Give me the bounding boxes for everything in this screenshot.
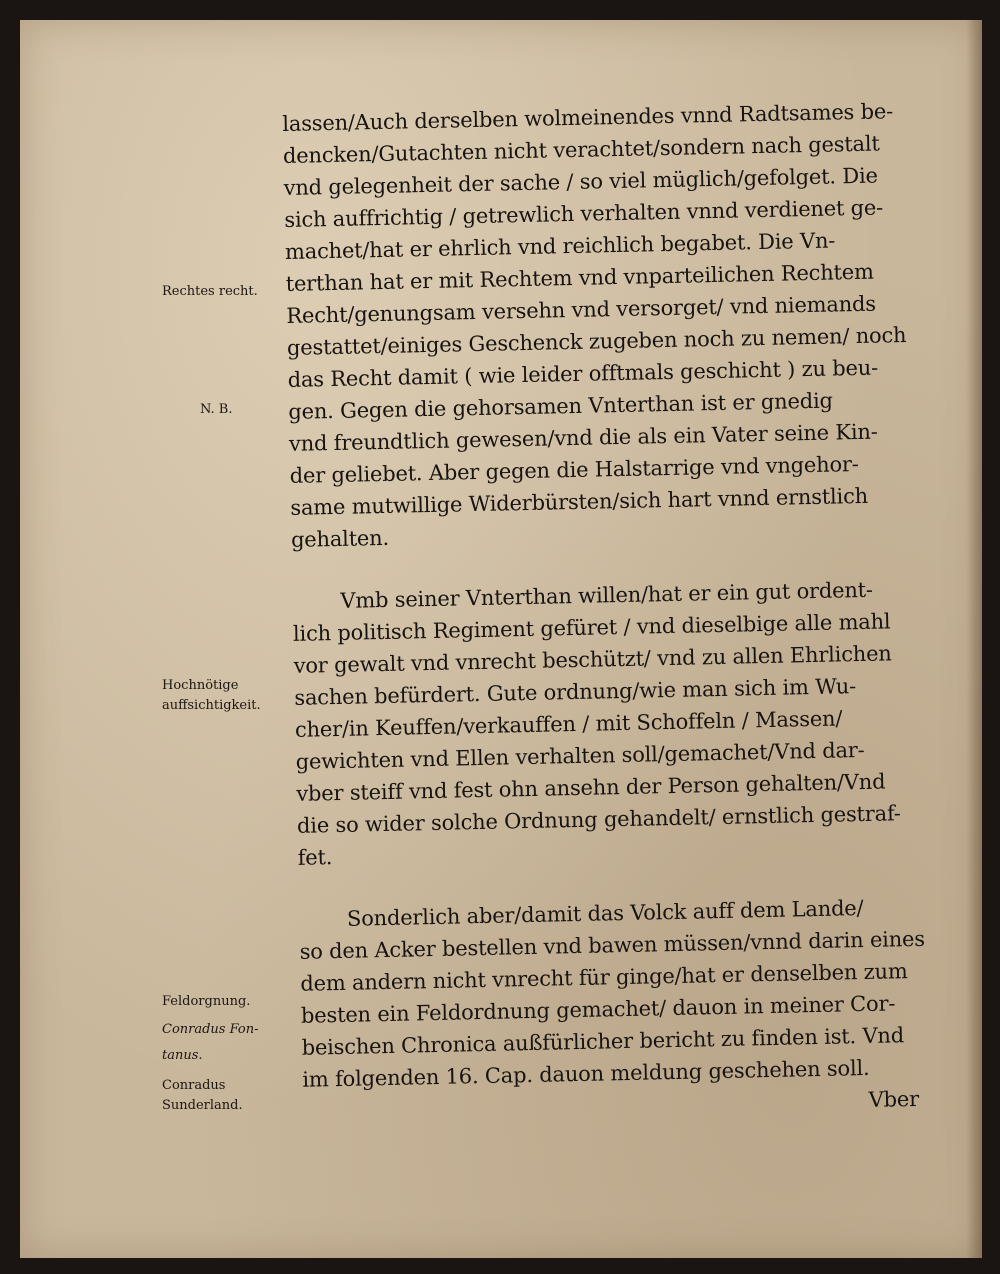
text-line: gehalten. <box>290 525 390 552</box>
text-line: der geliebet. Aber gegen die Halstarrige vnd vngehor- <box>289 452 859 488</box>
margin-note-line: auffsichtigkeit. <box>162 698 261 713</box>
margin-note-line: Conradus <box>162 1078 226 1093</box>
text-line: im folgenden 16. Cap. dauon meldung geschehen soll. <box>302 1055 870 1092</box>
text-line: lich politisch Regiment gefüret / vnd dieselbige alle mahl <box>292 609 891 646</box>
text-line: so den Acker bestellen vnd bawen müssen/vnnd darin eines <box>299 926 926 964</box>
text-line: dem andern nicht vnrecht für ginge/hat er denselben zum <box>300 959 908 996</box>
margin-note-rechtes: Rechtes recht. <box>162 284 258 299</box>
margin-note-conradus-fontanus <box>162 1020 259 1066</box>
book-page <box>20 20 982 1258</box>
text-line: vnd gelegenheit der sache / so viel müglich/gefolget. Die <box>283 163 878 200</box>
margin-note-hochnoetige <box>162 676 261 716</box>
text-line: vber steiff vnd fest ohn ansehn der Person gehalten/Vnd <box>296 769 886 806</box>
page-edge-shadow <box>966 20 982 1258</box>
text-line: sachen befürdert. Gute ordnung/wie man sich im Wu- <box>294 674 857 710</box>
text-line: cher/in Keuffen/verkauffen / mit Schoffeln / Massen/ <box>294 706 843 742</box>
text-line: gewichten vnd Ellen verhalten soll/gemachet/Vnd dar- <box>295 737 865 774</box>
text-line: Recht/genungsam versehn vnd versorget/ vnd niemands <box>286 291 877 328</box>
margin-note-feldordnung: Feldorgnung. <box>162 994 251 1009</box>
text-line: beischen Chronica außfürlicher bericht zu finden ist. Vnd <box>301 1023 905 1060</box>
text-line: besten ein Feldordnung gemachet/ dauon in meiner Cor- <box>300 991 896 1028</box>
text-line: machet/hat er ehrlich vnd reichlich begabet. Die Vn- <box>284 228 836 264</box>
main-text-block <box>282 95 943 1128</box>
catchword: Vber <box>868 1086 920 1112</box>
text-line: vnd freundtlich gewesen/vnd die als ein Vater seine Kin- <box>288 419 878 456</box>
text-line: Sonderlich aber/damit das Volck auff dem Lande/ <box>346 896 864 931</box>
text-line: die so wider solche Ordnung gehandelt/ ernstlich gestraf- <box>296 801 901 838</box>
text-line: same mutwillige Widerbürsten/sich hart vnnd ernstlich <box>290 483 869 520</box>
text-line: gen. Gegen die gehorsamen Vnterthan ist er gnedig <box>288 388 833 424</box>
margin-note-nb: N. B. <box>200 402 233 417</box>
text-line: vor gewalt vnd vnrecht beschützt/ vnd zu allen Ehrlichen <box>293 641 892 678</box>
text-line: Vmb seiner Vnterthan willen/hat er ein gut ordent- <box>340 577 874 613</box>
margin-note-line: tanus. <box>162 1048 203 1063</box>
margin-note-line: Hochnötige <box>162 678 239 693</box>
text-line: dencken/Gutachten nicht verachtet/sondern nach gestalt <box>282 131 880 168</box>
text-line: sich auffrichtig / getrewlich verhalten vnnd verdienet ge- <box>284 195 884 232</box>
text-line: das Recht damit ( wie leider offtmals geschicht ) zu beu- <box>287 355 879 392</box>
margin-note-line: Conradus Fon- <box>162 1022 259 1037</box>
margin-note-conradus-sunderland <box>162 1076 243 1116</box>
text-line: lassen/Auch derselben wolmeinendes vnnd Radtsames be- <box>282 99 894 136</box>
text-line: terthan hat er mit Rechtem vnd vnparteilichen Rechtem <box>285 259 874 296</box>
margin-note-line: Sunderland. <box>162 1098 243 1113</box>
text-line: gestattet/einiges Geschenck zugeben noch zu nemen/ noch <box>286 322 907 360</box>
text-line: fet. <box>297 845 333 870</box>
